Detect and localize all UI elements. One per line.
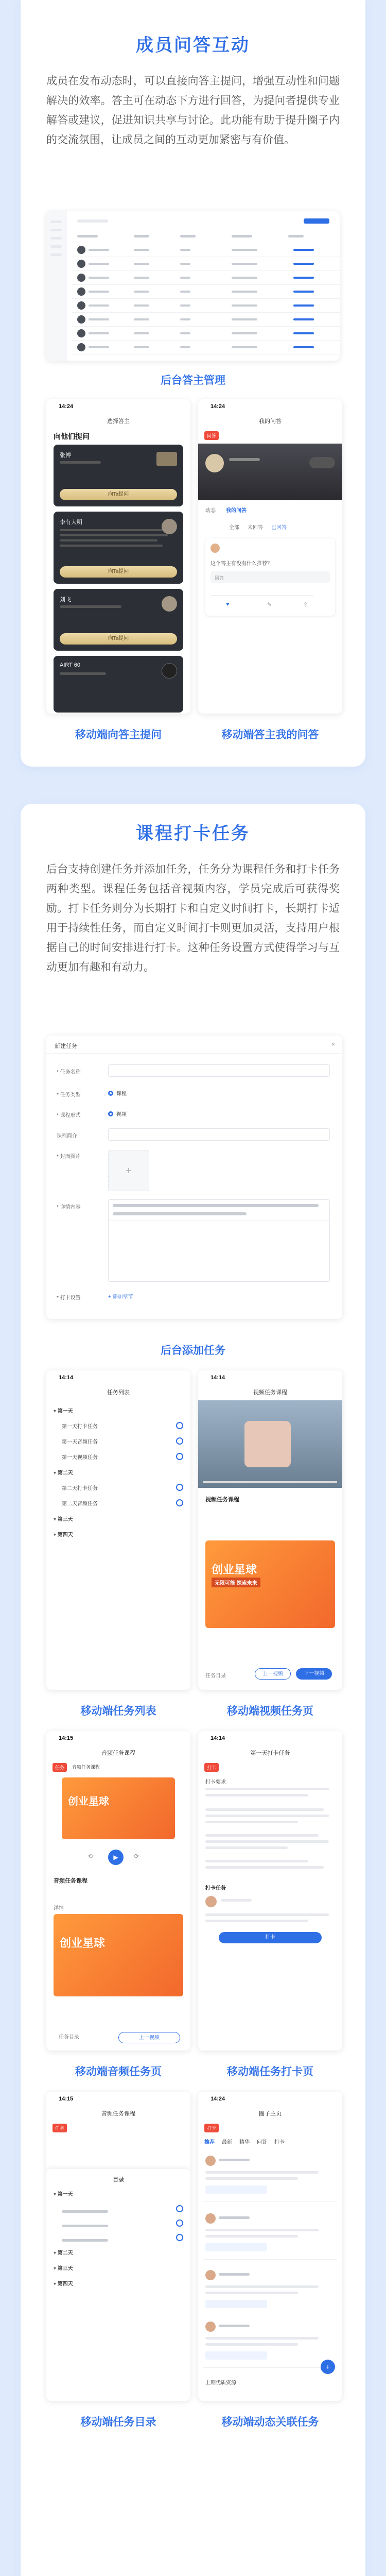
phone-ask-screenshot (46, 399, 190, 714)
avatar (77, 315, 85, 324)
phone-checkin-screenshot (198, 1731, 342, 2050)
nav-title: 视频任务课程 (253, 1389, 287, 1396)
avatar (77, 287, 85, 296)
post-card[interactable] (203, 2153, 337, 2202)
field-label: * 任务名称 (57, 1070, 81, 1075)
video-player[interactable] (198, 1400, 342, 1488)
tab-bar (198, 500, 342, 519)
subtab-bar (198, 519, 342, 534)
avatar (77, 246, 85, 254)
like-icon[interactable]: ♥ (226, 601, 230, 607)
caption-admin-add: 后台添加任务 (161, 1345, 225, 1357)
field-label: * 任务类型 (57, 1092, 81, 1098)
task-type-radio[interactable] (108, 1089, 127, 1097)
task-name-input[interactable] (108, 1064, 330, 1077)
ask-heading: 向他们提问 (54, 432, 90, 440)
related-task-chip[interactable] (205, 2351, 267, 2360)
comment-icon[interactable]: ✎ (267, 602, 272, 608)
tab-my-qa[interactable]: 我的问答 (226, 507, 247, 514)
avatar (162, 663, 177, 679)
course-title: 音频任务课程 (54, 1878, 87, 1884)
table-row[interactable] (72, 257, 340, 271)
progress-ring-icon (176, 1499, 183, 1506)
subtab-answered[interactable]: 已回答 (271, 524, 287, 531)
banner-title: 创业星球 (60, 1937, 106, 1950)
audio-cover (62, 1777, 175, 1839)
caption-video: 移动端视频任务页 (227, 1705, 313, 1717)
avatar (205, 2156, 216, 2166)
progress-ring-icon (176, 2219, 183, 2227)
table-row[interactable] (72, 271, 340, 285)
status-time: 14:14 (59, 1375, 74, 1381)
directory-button[interactable]: 任务目录 (59, 2035, 79, 2040)
chevron-down-icon: ▾ (54, 2192, 58, 2197)
directory-sheet (46, 2169, 190, 2401)
video-progress[interactable] (203, 1481, 337, 1483)
status-time: 14:24 (210, 403, 225, 410)
post-card[interactable] (203, 2318, 337, 2368)
chevron-down-icon: ▾ (54, 2250, 58, 2256)
next-video-button[interactable]: 下一视频 (296, 1668, 332, 1680)
field-label: * 详情内容 (57, 1205, 81, 1210)
progress-ring-icon (176, 1484, 183, 1491)
status-time: 14:14 (210, 1375, 225, 1381)
tab-feed[interactable]: 动态 (205, 507, 216, 514)
radio-icon (108, 1091, 113, 1096)
avatar (205, 1896, 217, 1907)
footer-label: 上期优质资源 (205, 2380, 236, 2386)
audio-controls (46, 1850, 190, 1865)
table-row[interactable] (72, 313, 340, 327)
cover-upload[interactable] (108, 1150, 149, 1191)
phone-video-task-screenshot (198, 1370, 342, 1690)
directory-title: 目录 (113, 2177, 124, 2183)
status-time: 14:15 (59, 2096, 74, 2102)
progress-ring-icon (176, 1453, 183, 1460)
chevron-down-icon: ▾ (54, 2266, 58, 2272)
add-chapter-link[interactable]: + 添加章节 (108, 1294, 133, 1300)
feed-tabs (198, 2135, 342, 2147)
admin-answerer-screenshot (46, 211, 340, 361)
rich-text-editor[interactable] (108, 1199, 330, 1282)
item-label: 第一天视频任务 (62, 1455, 98, 1461)
nav-title: 任务列表 (107, 1389, 130, 1396)
caption-mobile-ask: 移动端向答主提问 (75, 729, 162, 741)
list-item[interactable] (54, 2234, 183, 2248)
radio-label: 视频 (116, 1112, 127, 1117)
tab-checkin[interactable]: 打卡 (274, 2139, 285, 2145)
phone-directory-screenshot (46, 2092, 190, 2401)
nav-title: 我的问答 (259, 418, 282, 425)
answerer-card[interactable] (54, 656, 183, 713)
ask-button[interactable]: 向Ta提问 (60, 489, 177, 500)
detail-banner (54, 1914, 183, 1996)
avatar (205, 454, 224, 472)
question-card[interactable] (205, 538, 335, 616)
avatar (205, 2213, 216, 2224)
group-label: 第二天 (57, 1470, 73, 1476)
group-label: 第一天 (57, 1409, 73, 1414)
item-label: 第一天音频任务 (62, 1439, 98, 1445)
prev-video-button[interactable]: 上一视频 (255, 1668, 291, 1680)
ask-button[interactable]: 向Ta提问 (60, 566, 177, 578)
avatar (156, 452, 177, 466)
form-window-title: 新建任务 (55, 1043, 77, 1049)
tab-featured[interactable]: 精华 (239, 2139, 250, 2145)
chevron-down-icon: ▾ (54, 1470, 58, 1476)
course-title: 视频任务课程 (205, 1497, 239, 1503)
related-task-chip[interactable] (205, 2300, 267, 2308)
post-title: 打卡任务 (205, 1886, 226, 1891)
subtab-unanswered[interactable]: 未回答 (248, 524, 263, 531)
phone-audio-task-screenshot (46, 1731, 190, 2050)
task-section-card (21, 804, 365, 2576)
radio-icon (108, 1111, 113, 1116)
caption-list: 移动端任务列表 (80, 1705, 156, 1717)
reply-input[interactable]: 回答 (210, 571, 330, 583)
top-label: 音频任务课程 (72, 1765, 100, 1770)
group-label: 第四天 (57, 1532, 73, 1538)
caption-mobile-my-answers: 移动端答主我的问答 (221, 729, 319, 741)
course-banner (205, 1540, 335, 1628)
admin-add-task-screenshot (46, 1036, 342, 1319)
status-time: 14:24 (59, 403, 74, 410)
nav-title: 第一天打卡任务 (250, 1750, 290, 1756)
progress-ring-icon (176, 2205, 183, 2212)
nav-title: 选择答主 (107, 418, 130, 425)
answerer-card[interactable] (54, 512, 183, 584)
detail-label: 详情 (54, 1906, 64, 1911)
phone-related-screenshot (198, 2092, 342, 2401)
prev-button[interactable]: 上一视频 (118, 2032, 180, 2043)
avatar (205, 2270, 216, 2280)
list-item[interactable] (54, 2219, 183, 2234)
avatar (77, 260, 85, 268)
field-label: * 封面图片 (57, 1154, 81, 1160)
forward-icon[interactable]: ⟳ (134, 1853, 139, 1860)
list-item[interactable] (54, 1499, 183, 1514)
group-label: 第四天 (57, 2281, 73, 2287)
rewind-icon[interactable]: ⟲ (87, 1853, 93, 1860)
ask-button[interactable]: 向Ta提问 (60, 633, 177, 645)
list-item[interactable] (54, 1437, 183, 1452)
caption-checkin: 移动端任务打卡页 (227, 2066, 313, 2078)
avatar (205, 2321, 216, 2332)
answerer-name: 刘飞 (60, 597, 71, 603)
nav-title: 音频任务课程 (101, 2111, 135, 2117)
chevron-down-icon: ▾ (54, 1409, 58, 1414)
related-task-chip[interactable] (205, 2243, 267, 2251)
tab-qa[interactable]: 问答 (257, 2139, 267, 2145)
field-label: * 打卡设置 (57, 1295, 81, 1301)
item-label: 第二天音频任务 (62, 1501, 98, 1507)
question-text: 这个答主有没有什么推荐？ (210, 561, 272, 567)
caption-audio: 移动端音频任务页 (75, 2066, 162, 2078)
list-item[interactable] (54, 1422, 183, 1436)
group-label: 第一天 (57, 2192, 73, 2197)
play-icon[interactable]: ▶ (108, 1850, 124, 1865)
directory-label[interactable]: 任务目录 (205, 1673, 226, 1679)
table-row[interactable] (72, 327, 340, 341)
task-section-title: 课程打卡任务 (136, 824, 250, 843)
list-group-header[interactable] (54, 2279, 183, 2294)
list-item[interactable] (54, 1484, 183, 1498)
answerer-name: 李有大明 (60, 519, 82, 526)
phone-task-list-screenshot (46, 1370, 190, 1690)
nav-title: 音频任务课程 (101, 1750, 135, 1756)
course-form-radio[interactable] (108, 1110, 127, 1117)
table-row[interactable] (72, 285, 340, 299)
chevron-down-icon: ▾ (54, 1517, 58, 1522)
qa-section-description: 成员在发布动态时，可以直接向答主提问，增强互动性和问题解决的效率。答主可在动态下方进行回答，为提问者提供专业解答或建议，促进知识共享与讨论。此功能有助于提升圈子内的交流氛围，让成员之间的互动更加紧密与有价值。 (46, 75, 340, 146)
checkin-tag: 打卡 (204, 2124, 219, 2132)
task-tag: 任务 (52, 1763, 67, 1772)
progress-ring-icon (176, 1437, 183, 1445)
avatar (77, 274, 85, 282)
answerer-card[interactable] (54, 445, 183, 506)
close-icon[interactable]: × (331, 1041, 335, 1048)
share-icon[interactable]: ⇪ (303, 602, 308, 608)
list-group-header[interactable] (54, 2190, 183, 2204)
item-label: 第二天打卡任务 (62, 1486, 98, 1492)
compose-icon[interactable]: + (321, 2360, 335, 2374)
table-row[interactable] (72, 243, 340, 257)
group-label: 第三天 (57, 1517, 73, 1522)
banner-subtitle: 无限可能 探索未来 (212, 1578, 260, 1587)
field-label: 课程简介 (57, 1133, 77, 1139)
list-group-header[interactable] (54, 1530, 183, 1545)
plus-icon: + (126, 1165, 132, 1177)
post-card[interactable] (203, 2210, 337, 2260)
banner-title: 创业星球 (212, 1563, 257, 1576)
banner-title: 创业星球 (68, 1796, 109, 1807)
qa-tag: 问答 (204, 431, 219, 440)
group-label: 第二天 (57, 2250, 73, 2256)
admin-sidebar (46, 211, 67, 361)
list-group-header[interactable] (54, 2264, 183, 2278)
checkin-tag: 打卡 (204, 1763, 219, 1772)
avatar (162, 519, 177, 534)
table-row[interactable] (72, 299, 340, 313)
radio-label: 课程 (116, 1091, 127, 1097)
list-item[interactable] (54, 2205, 183, 2219)
editor-toolbar (109, 1200, 329, 1221)
caption-directory: 移动端任务目录 (80, 2416, 156, 2428)
checkin-requirement: 打卡要求 (205, 1780, 226, 1785)
avatar (77, 329, 85, 337)
task-tag: 任务 (52, 2124, 67, 2132)
table-row[interactable] (72, 341, 340, 354)
qa-section-card (21, 0, 365, 767)
qa-section-title: 成员问答互动 (136, 36, 250, 55)
item-label: 第一天打卡任务 (62, 1424, 98, 1430)
caption-related: 移动端动态关联任务 (221, 2416, 319, 2428)
avatar (77, 301, 85, 310)
field-label: * 课程形式 (57, 1113, 81, 1118)
status-time: 14:15 (59, 1735, 74, 1741)
progress-ring-icon (176, 1422, 183, 1429)
checkin-button[interactable]: 打卡 (219, 1932, 322, 1943)
subtab-all[interactable]: 全部 (229, 524, 239, 531)
course-intro-input[interactable] (108, 1128, 330, 1141)
chevron-down-icon: ▾ (54, 1532, 58, 1538)
caption-admin: 后台答主管理 (161, 375, 225, 386)
answerer-card[interactable] (54, 589, 183, 651)
list-item[interactable] (54, 1453, 183, 1467)
answerer-name: 张博 (60, 452, 71, 459)
list-group-header[interactable] (54, 1468, 183, 1483)
group-label: 第三天 (57, 2266, 73, 2272)
follow-button[interactable] (309, 457, 335, 468)
video-thumbnail (244, 1421, 291, 1467)
answerer-name: AIRT 60 (60, 662, 80, 668)
list-group-header[interactable] (54, 1406, 183, 1421)
nav-title: 圈子主页 (259, 2111, 282, 2117)
task-section-description: 后台支持创建任务并添加任务，任务分为课程任务和打卡任务两种类型。课程任务包括音视频内容，学员完成后可获得奖励。打卡任务则分为长期打卡和自定义时间打卡，长期打卡适用于持续性任务，而自定义时间打卡则更加灵活，支持用户根据自己的时间安排进行打卡。这种任务设置方式使得学习与互动更加有趣和有动力。 (46, 863, 340, 973)
list-group-header[interactable] (54, 2248, 183, 2263)
profile-banner (198, 444, 342, 500)
progress-ring-icon (176, 2234, 183, 2241)
status-time: 14:14 (210, 1735, 225, 1741)
tab-recommend[interactable]: 推荐 (204, 2139, 215, 2145)
status-time: 14:24 (210, 2096, 225, 2102)
related-task-chip[interactable] (205, 2185, 267, 2194)
chevron-down-icon: ▾ (54, 2281, 58, 2287)
phone-answer-screenshot (198, 399, 342, 714)
avatar (77, 343, 85, 351)
tab-latest[interactable]: 最新 (222, 2139, 232, 2145)
post-card[interactable] (203, 2267, 337, 2316)
list-group-header[interactable] (54, 1515, 183, 1529)
avatar (210, 544, 220, 553)
avatar (162, 596, 177, 612)
